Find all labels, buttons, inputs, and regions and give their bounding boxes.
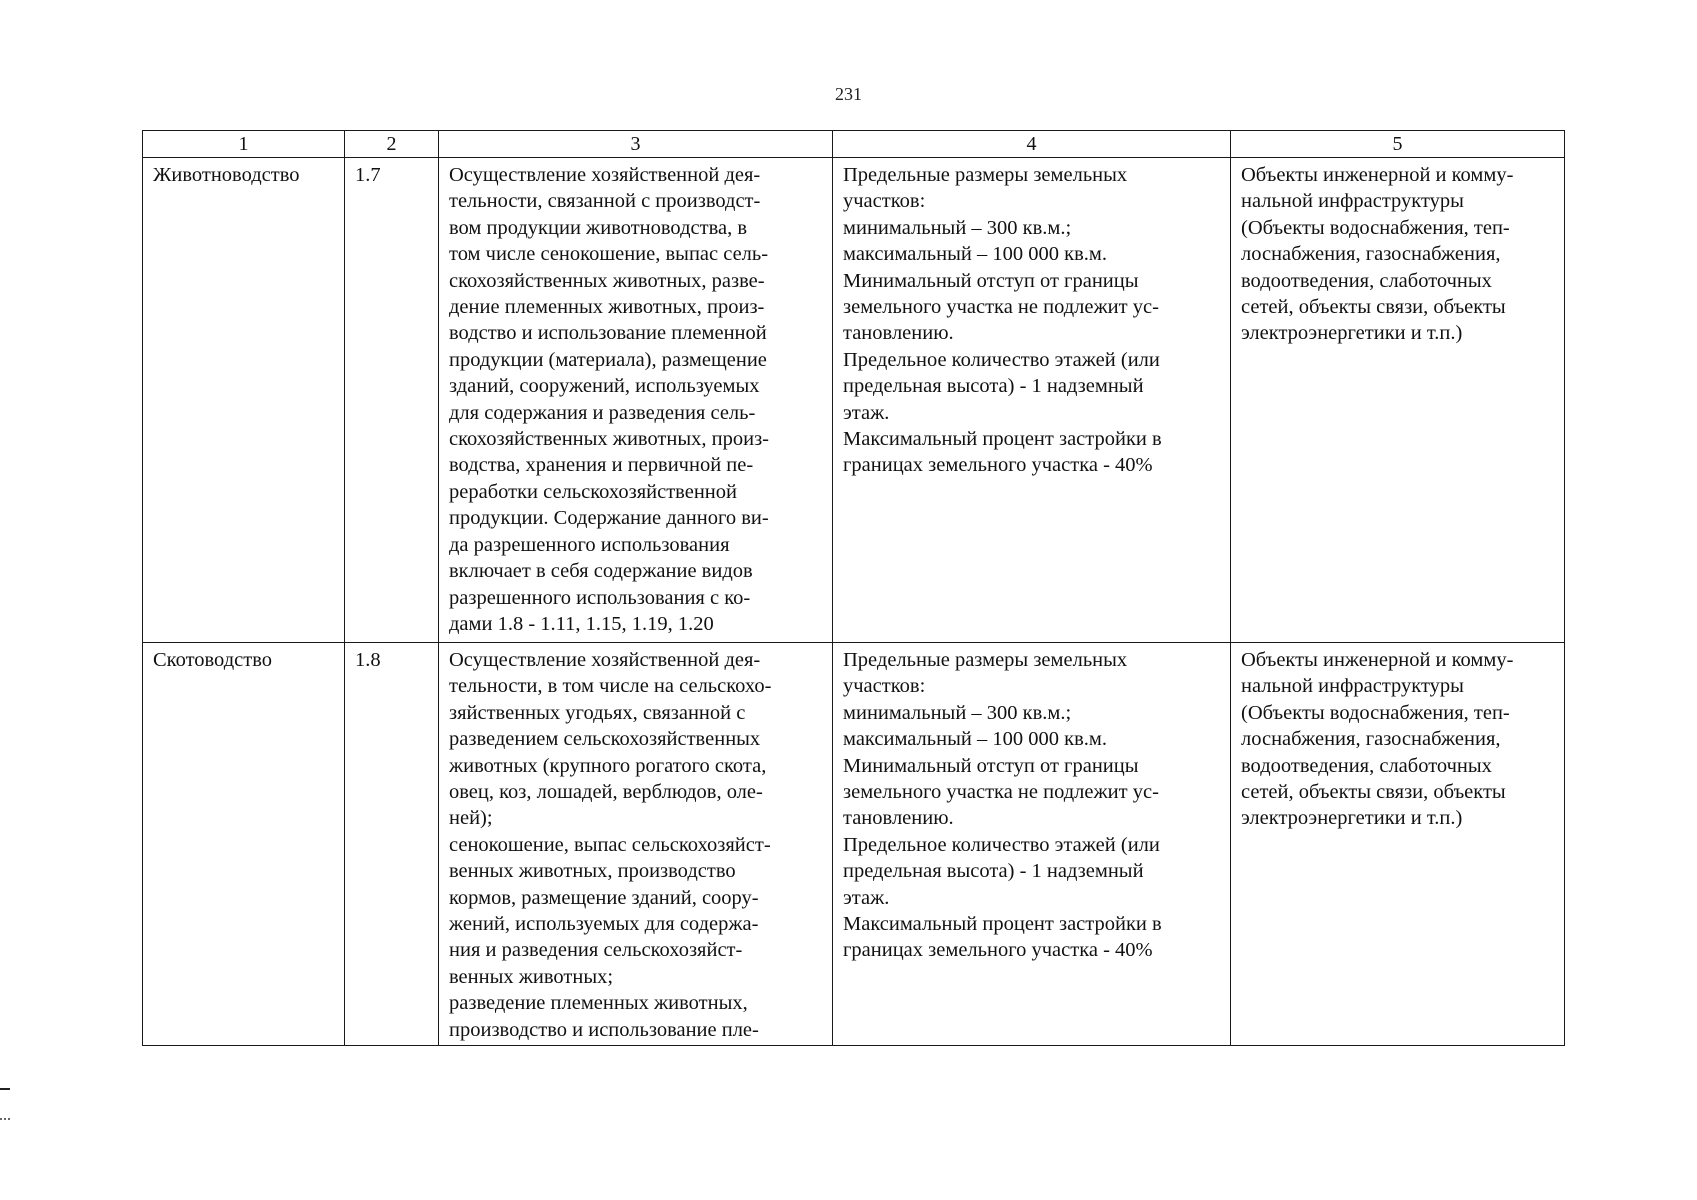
text-line: зданий, сооружений, используемых [449,375,760,398]
text-line: земельного участка не подлежит ус- [843,781,1159,804]
text-line: Минимальный отступ от границы [843,269,1139,292]
text-line: дение племенных животных, произ- [449,296,765,319]
text-line: Предельные размеры земельных [843,164,1128,186]
text-line: участков: [843,190,926,213]
text-line: венных животных, производство [449,860,736,883]
text-line: участков: [843,675,926,698]
column-header-5: 5 [1231,131,1565,158]
table-row [143,158,1565,643]
text-line: максимальный – 100 000 кв.м. [843,728,1107,751]
text-line: предельная высота) - 1 надземный [843,860,1144,883]
text-line: Максимальный процент застройки в [843,913,1162,936]
text-line: продукции. Содержание данного ви- [449,507,769,530]
objects-cell [1231,643,1565,1046]
column-header-1: 1 [143,131,345,158]
text-line: скохозяйственных животных, разве- [449,269,765,292]
text-line: нальной инфраструктуры [1241,675,1464,698]
text-line: этаж. [843,886,890,909]
text-line: разрешенного использования с ко- [449,586,751,609]
text-line: лоснабжения, газоснабжения, [1241,243,1501,266]
text-line: этаж. [843,401,890,424]
land-use-name: Животноводство [153,164,300,186]
description-cell [439,643,833,1046]
land-use-name: Скотоводство [153,649,272,671]
text-line: водство и использование племенной [449,322,767,345]
land-use-code: 1.7 [355,164,381,186]
text-line: Минимальный отступ от границы [843,754,1139,777]
parameters-cell [833,643,1231,1046]
text-line: водоотведения, слаботочных [1241,269,1492,292]
text-line: водоотведения, слаботочных [1241,754,1492,777]
margin-dots [0,1118,10,1120]
text-line: границах земельного участка - 40% [843,939,1153,962]
text-line: реработки сельскохозяйственной [449,480,738,503]
header-row [143,131,1565,158]
page-number: 231 [835,84,862,104]
text-line: сенокошение, выпас сельскохозяйст- [449,833,771,856]
text-line: тановлению. [843,322,954,345]
text-line: зяйственных угодьях, связанной с [449,701,746,724]
text-line: производство и использование пле- [449,1018,759,1041]
text-line: разведением сельскохозяйственных [449,728,761,751]
text-line: минимальный – 300 кв.м.; [843,701,1072,724]
text-line: ней); [449,807,493,830]
text-line: электроэнергетики и т.п.) [1241,322,1463,345]
land-use-code: 1.8 [355,649,381,671]
text-line: Объекты инженерной и комму- [1241,649,1514,671]
text-line: включает в себя содержание видов [449,560,753,583]
text-line: Максимальный процент застройки в [843,428,1162,451]
margin-dash [0,1088,10,1090]
text-line: Осуществление хозяйственной дея- [449,649,761,671]
text-line: водства, хранения и первичной пе- [449,454,754,477]
text-line: предельная высота) - 1 надземный [843,375,1144,398]
text-line: дами 1.8 - 1.11, 1.15, 1.19, 1.20 [449,612,714,635]
text-line: Осуществление хозяйственной дея- [449,164,761,186]
text-line: для содержания и разведения сель- [449,401,756,424]
text-line: Предельные размеры земельных [843,649,1128,671]
text-line: Предельное количество этажей (или [843,833,1160,856]
table-body [143,158,1565,1046]
text-line: границах земельного участка - 40% [843,454,1153,477]
text-line: ния и разведения сельскохозяйст- [449,939,743,962]
text-line: да разрешенного использования [449,533,730,556]
text-line: тельности, в том числе на сельскохо- [449,675,772,698]
text-line: Объекты инженерной и комму- [1241,164,1514,186]
text-line: максимальный – 100 000 кв.м. [843,243,1107,266]
text-line: минимальный – 300 кв.м.; [843,216,1072,239]
land-use-name-cell [143,643,345,1046]
column-header-2: 2 [345,131,439,158]
land-use-table [142,130,1565,1046]
column-header-3: 3 [439,131,833,158]
text-line: кормов, размещение зданий, соору- [449,886,759,909]
text-line: скохозяйственных животных, произ- [449,428,770,451]
land-use-code-cell [345,158,439,643]
column-header-4: 4 [833,131,1231,158]
text-line: жений, используемых для содержа- [449,913,759,936]
text-line: нальной инфраструктуры [1241,190,1464,213]
land-use-name-cell [143,158,345,643]
text-line: (Объекты водоснабжения, теп- [1241,701,1510,724]
text-line: вом продукции животноводства, в [449,216,748,239]
description-cell [439,158,833,643]
text-line: сетей, объекты связи, объекты [1241,296,1506,319]
text-line: продукции (материала), размещение [449,348,767,371]
text-line: разведение племенных животных, [449,992,748,1015]
text-line: сетей, объекты связи, объекты [1241,781,1506,804]
text-line: тельности, связанной с производст- [449,190,761,213]
text-line: земельного участка не подлежит ус- [843,296,1159,319]
table-row [143,643,1565,1046]
text-line: овец, коз, лошадей, верблюдов, оле- [449,781,763,804]
text-line: электроэнергетики и т.п.) [1241,807,1463,830]
land-use-code-cell [345,643,439,1046]
text-line: лоснабжения, газоснабжения, [1241,728,1501,751]
text-line: (Объекты водоснабжения, теп- [1241,216,1510,239]
text-line: Предельное количество этажей (или [843,348,1160,371]
text-line: тановлению. [843,807,954,830]
text-line: том числе сенокошение, выпас сель- [449,243,769,266]
parameters-cell [833,158,1231,643]
objects-cell [1231,158,1565,643]
text-line: животных (крупного рогатого скота, [449,754,767,777]
text-line: венных животных; [449,965,614,988]
